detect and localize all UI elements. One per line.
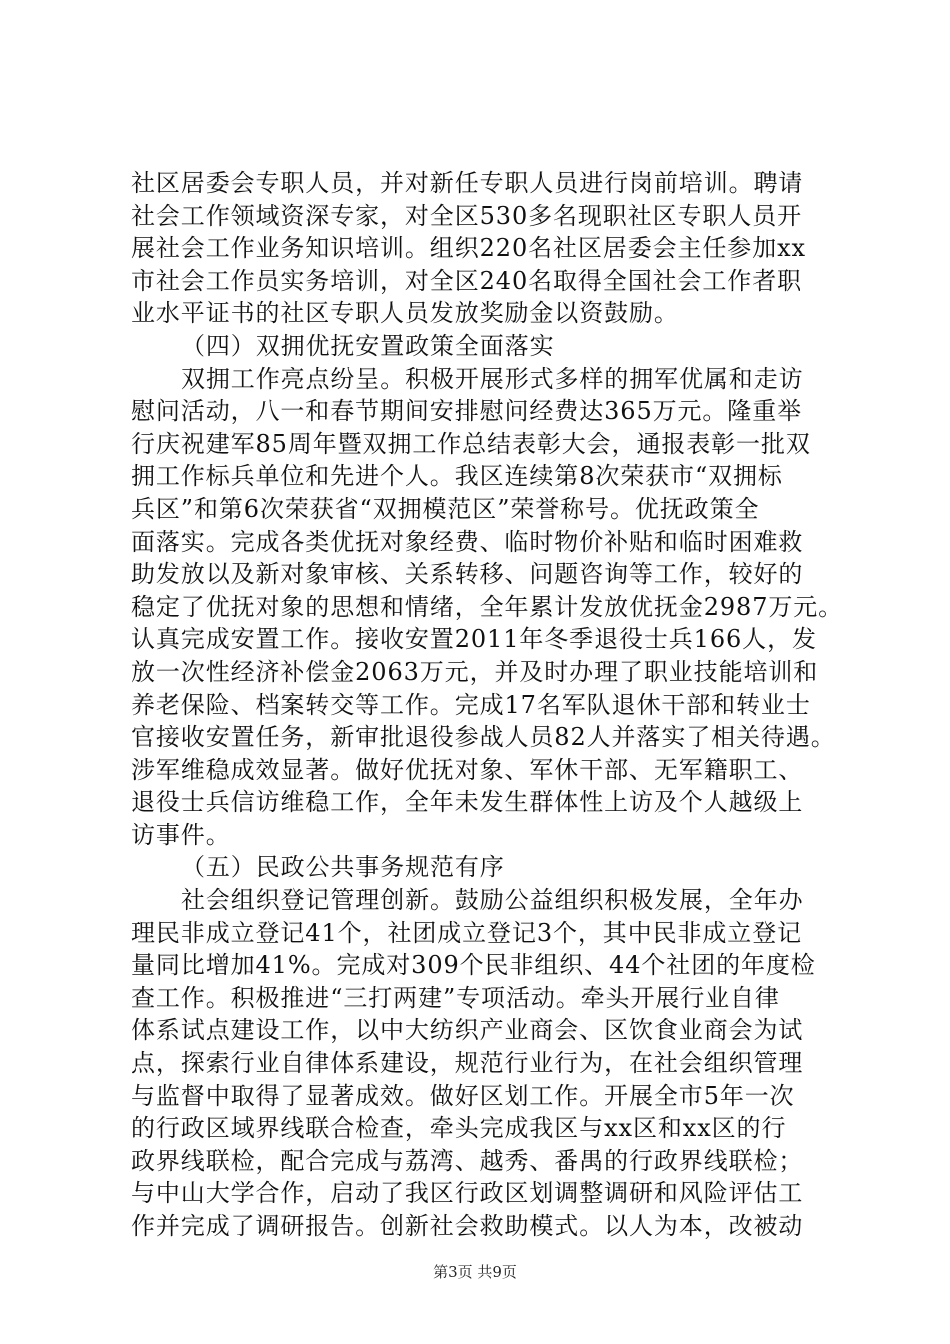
text-line: 展社会工作业务知识培训。组织220名社区居委会主任参加xx xyxy=(131,234,806,263)
text-line: 面落实。完成各类优抚对象经费、临时物价补贴和临时困难救 xyxy=(131,527,804,556)
text-line: 社会工作领域资深专家，对全区530多名现职社区专职人员开 xyxy=(131,201,803,230)
text-line: 慰问活动，八一和春节期间安排慰问经费达365万元。隆重举 xyxy=(131,397,803,426)
text-line: 体系试点建设工作，以中大纺织产业商会、区饮食业商会为试 xyxy=(131,1016,804,1045)
text-line: 养老保险、档案转交等工作。完成17名军队退休干部和转业士 xyxy=(131,690,811,719)
text-line: 稳定了优抚对象的思想和情绪，全年累计发放优抚金2987万元。 xyxy=(131,592,844,621)
text-line: 认真完成安置工作。接收安置2011年冬季退役士兵166人，发 xyxy=(131,625,817,654)
text-line: （四）双拥优抚安置政策全面落实 xyxy=(181,331,555,360)
text-line: 助发放以及新对象审核、关系转移、问题咨询等工作，较好的 xyxy=(131,560,804,589)
text-line: 与监督中取得了显著成效。做好区划工作。开展全市5年一次 xyxy=(131,1081,795,1110)
text-line: 涉军维稳成效显著。做好优抚对象、军休干部、无军籍职工、 xyxy=(131,755,804,784)
text-line: 点，探索行业自律体系建设，规范行业行为，在社会组织管理 xyxy=(131,1049,804,1078)
text-line: 作并完成了调研报告。创新社会救助模式。以人为本，改被动 xyxy=(131,1212,804,1240)
text-line: 量同比增加41%。完成对309个民非组织、44个社团的年度检 xyxy=(131,951,816,980)
text-line: 业水平证书的社区专职人员发放奖励金以资鼓励。 xyxy=(131,299,679,328)
text-line: 退役士兵信访维稳工作，全年未发生群体性上访及个人越级上 xyxy=(131,788,804,817)
text-line: 兵区”和第6次荣获省“双拥模范区”荣誉称号。优抚政策全 xyxy=(131,494,760,523)
text-line: 放一次性经济补偿金2063万元，并及时办理了职业技能培训和 xyxy=(131,657,819,686)
body-text xyxy=(131,167,844,1243)
text-line: 社区居委会专职人员，并对新任专职人员进行岗前培训。聘请 xyxy=(131,169,804,197)
text-line: 市社会工作员实务培训，对全区240名取得全国社会工作者职 xyxy=(131,266,803,295)
text-line: 行庆祝建军85周年暨双拥工作总结表彰大会，通报表彰一批双 xyxy=(131,429,811,458)
text-line: 社会组织登记管理创新。鼓励公益组织积极发展，全年办 xyxy=(181,886,804,915)
text-line: 官接收安置任务，新审批退役参战人员82人并落实了相关待遇。 xyxy=(131,723,836,752)
text-line: 查工作。积极推进“三打两建”专项活动。牵头开展行业自律 xyxy=(131,983,780,1012)
text-line: 的行政区域界线联合检查，牵头完成我区与xx区和xx区的行 xyxy=(131,1114,787,1143)
text-line: 拥工作标兵单位和先进个人。我区连续第8次荣获市“双拥标 xyxy=(131,462,783,491)
text-line: 政界线联检，配合完成与荔湾、越秀、番禺的行政界线联检； xyxy=(131,1146,804,1175)
text-line: （五）民政公共事务规范有序 xyxy=(181,853,505,882)
text-line: 访事件。 xyxy=(131,820,231,849)
text-line: 与中山大学合作，启动了我区行政区划调整调研和风险评估工 xyxy=(131,1179,804,1208)
text-line: 双拥工作亮点纷呈。积极开展形式多样的拥军优属和走访 xyxy=(181,364,804,393)
text-line: 理民非成立登记41个，社团成立登记3个，其中民非成立登记 xyxy=(131,918,803,947)
page-footer: 第3页 共9页 xyxy=(433,1263,517,1281)
